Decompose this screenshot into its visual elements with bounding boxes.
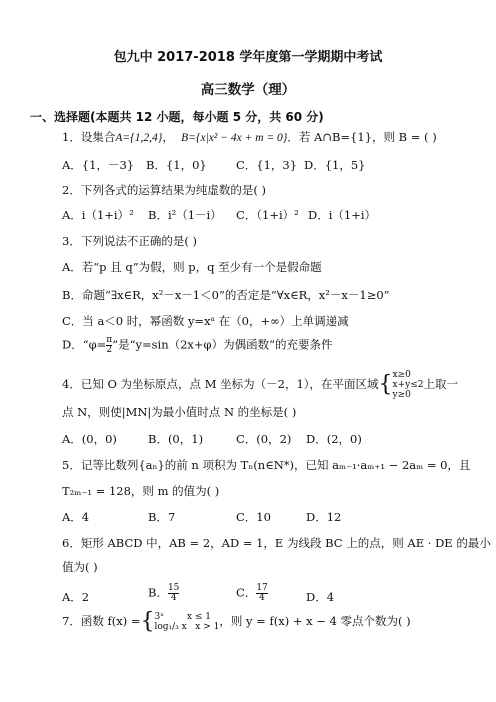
q2-opt-b: B．i²（1－i）: [148, 208, 222, 222]
q7-piece-2: log₁/₃ x x > 1: [154, 622, 220, 632]
q4-sys-2: x+y≤2: [392, 380, 424, 390]
q3-d-num: π: [106, 335, 113, 345]
q7-piece-1: 3ˣ x ≤ 1: [154, 612, 211, 622]
q7-post: ，则 y = f(x) + x − 4 零点个数为( ): [219, 614, 411, 628]
exam-subtitle: 高三数学（理）: [200, 82, 296, 98]
q1-sep: ，: [162, 130, 174, 144]
q6-opt-c: [236, 584, 268, 603]
q3-opt-d: [62, 336, 332, 355]
q3-d-pre: D．“φ=: [62, 337, 107, 352]
q2-opt-a: A．i（1+i）²: [62, 208, 134, 222]
q3-stem: 3．下列说法不正确的是( ): [62, 234, 197, 248]
q5-line2: T₂ₘ₋₁ = 128，则 m 的值为( ): [62, 484, 220, 498]
q7-brace: {: [140, 609, 155, 634]
q6-opt-b: [148, 584, 179, 603]
q6-b-num: 15: [167, 583, 180, 593]
q5-opt-a: A．4: [62, 510, 90, 524]
q4-opt-a: A．(0，0): [62, 432, 117, 446]
q6-opt-c-label: C．: [236, 585, 257, 600]
q4-stem-text: 4．已知 O 为坐标原点，点 M 坐标为（－2，1），在平面区域: [62, 377, 379, 391]
q2-opt-c: C．（1+i）²: [236, 208, 299, 222]
q4-opt-b: B．(0，1): [148, 432, 204, 446]
q6-line2: 值为( ): [62, 560, 98, 574]
q4-brace: {: [378, 372, 393, 397]
q4-opt-d: D．(2，0): [306, 432, 362, 446]
q1-opt-b: B．{1，0}: [146, 158, 207, 172]
q7-piecewise: [154, 612, 219, 632]
q4-system: [393, 370, 424, 400]
q4-tail: 上取一: [423, 377, 458, 391]
q6-c-den: 4: [259, 593, 265, 603]
q4-line2: 点 N，则使|MN|为最小值时点 N 的坐标是( ): [62, 405, 297, 419]
q3-opt-a: A．若“p 且 q”为假，则 p，q 至少有一个是假命题: [62, 260, 322, 274]
q5-line1: 5．记等比数列{aₙ}的前 n 项积为 Tₙ(n∈N*)，已知 aₘ₋₁·aₘ₊₁ − 2aₘ = 0，且: [62, 458, 471, 472]
q5-opt-c: C．10: [236, 510, 271, 524]
q6-c-num: 17: [256, 583, 268, 593]
q6-opt-a: A．2: [62, 590, 90, 604]
exam-title: 包九中 2017-2018 学年度第一学期期中考试: [113, 50, 383, 65]
q6-b-fraction: [168, 584, 179, 603]
q4-sys-1: x≥0: [392, 370, 411, 380]
q4-opt-c: C．(0，2): [236, 432, 292, 446]
q2-opt-d: D．i（1+i）: [308, 208, 377, 222]
q4-stem: [62, 370, 458, 400]
q7-pre: 7．函数 f(x) =: [62, 614, 141, 628]
q1-opt-c: C．{1，3}: [236, 158, 298, 172]
q3-d-den: 2: [106, 345, 113, 355]
q2-stem: 2．下列各式的运算结果为纯虚数的是( ): [62, 183, 266, 197]
q1-stem-a: 1．设集合: [62, 130, 116, 144]
q6-c-fraction: [256, 584, 267, 603]
q3-d-post: ”是“y=sin（2x+φ）为偶函数”的充要条件: [112, 337, 333, 352]
q7-stem: [62, 609, 411, 634]
q1-opt-d: D．{1，5}: [304, 158, 366, 172]
q6-opt-d: D．4: [306, 590, 335, 604]
q1-setB: B={x|x² − 4x + m = 0}: [181, 132, 288, 144]
q1-opt-a: A．{1，－3}: [62, 158, 135, 172]
q6-line1: 6．矩形 ABCD 中，AB = 2，AD = 1，E 为线段 BC 上的点，则 AE · DE 的最小: [62, 536, 491, 550]
q1-stem: [62, 130, 437, 145]
q1-setA: A={1,2,4}: [115, 132, 163, 144]
q6-b-den: 4: [170, 593, 177, 603]
q3-opt-b: B．命题“∃x∈R，x²－x－1＜0”的否定是“∀x∈R，x²－x－1≥0”: [62, 288, 390, 302]
q5-opt-d: D．12: [306, 510, 342, 524]
q4-sys-3: y≥0: [392, 390, 411, 400]
q6-opt-b-label: B．: [148, 585, 168, 600]
q1-cond: ．若 A∩B={1}，则 B = ( ): [287, 130, 437, 144]
section-heading: 一、选择题(本题共 12 小题，每小题 5 分，共 60 分): [30, 110, 324, 124]
q5-opt-b: B．7: [148, 510, 176, 524]
q3-opt-c: C．当 a＜0 时，幂函数 y=xᵃ 在（0，+∞）上单调递减: [62, 314, 349, 328]
